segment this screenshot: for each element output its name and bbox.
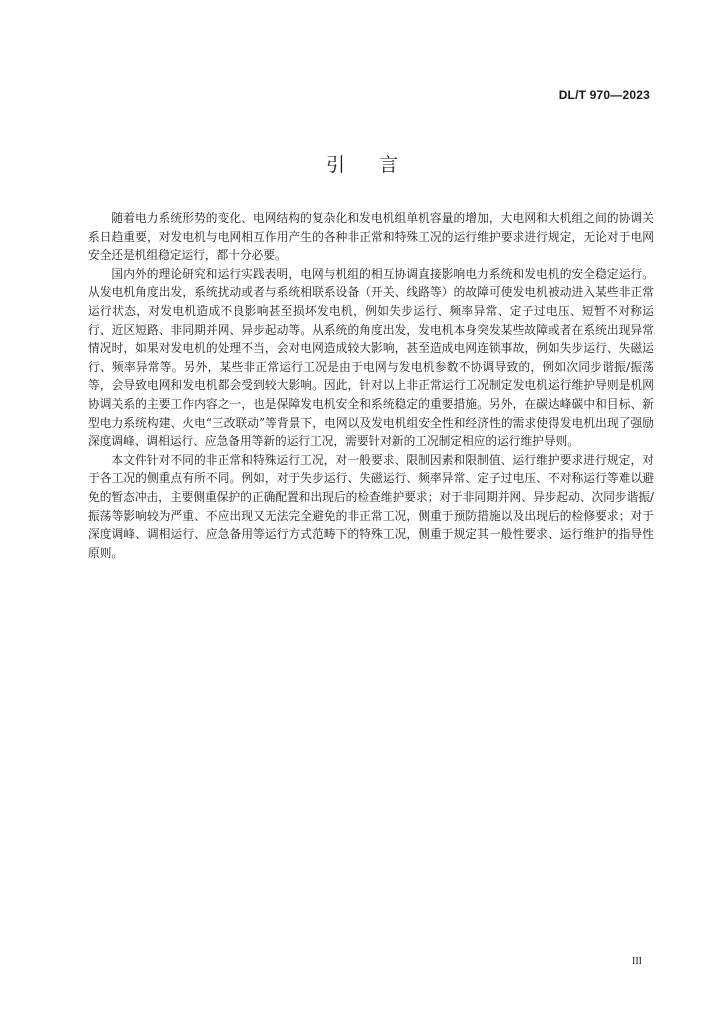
paragraph: 本文件针对不同的非正常和特殊运行工况，对一般要求、限制因素和限制值、运行维护要求进行规定，对于各工况的侧重点有所不同。例如，对于失步运行、失磁运行、频率异常、定子过电压、不对称运行等难以避免的暂态冲击，主要侧重保护的正确配置和出现后的检查维护要求；对于非同期并网、异步起动、次同步谐振/振荡等影响较为严重、不应出现又无法完全避免的非正常工况，侧重于预防措施以及出现后的检修要求；对于深度调峰、调相运行、应急备用等运行方式范畴下的特殊工况，侧重于规定其一般性要求、运行维护的指导性原则。 — [88, 452, 654, 560]
paragraph: 随着电力系统形势的变化、电网结构的复杂化和发电机组单机容量的增加，大电网和大机组之间的协调关系日趋重要，对发电机与电网相互作用产生的各种非正常和特殊工况的运行维护要求进行规定，无论对于电网安全还是机组稳定运行，都十分必要。 — [88, 211, 654, 263]
page-number: III — [632, 956, 642, 967]
document-code: DL/T 970—2023 — [558, 88, 650, 102]
body-text — [88, 209, 654, 562]
page-title: 引言 — [325, 154, 432, 176]
paragraph: 国内外的理论研究和运行实践表明，电网与机组的相互协调直接影响电力系统和发电机的安全稳定运行。从发电机角度出发，系统扰动或者与系统相联系设备（开关、线路等）的故障可使发电机被动进入某些非正常运行状态，对发电机造成不良影响甚至损坏发电机，例如失步运行、频率异常、定子过电压、短暂不对称运行、近区短路、非同期并网、异步起动等。从系统的角度出发，发电机本身突发某些故障或者在系统出现异常情况时，如果对发电机的处理不当，会对电网造成较大影响，甚至造成电网连锁事故，例如失步运行、失磁运行、频率异常等。另外，某些非正常运行工况是由于电网与发电机参数不协调导致的，例如次同步谐振/振荡等，会导致电网和发电机都会受到较大影响。因此，针对以上非正常运行工况制定发电机运行维护导则是机网协调关系的主要工作内容之一，也是保障发电机安全和系统稳定的重要措施。另外，在碳达峰碳中和目标、新型电力系统构建、火电“三改联动”等背景下，电网以及发电机组安全性和经济性的需求使得发电机出现了强励深度调峰、调相运行、应急备用等新的运行工况，需要针对新的工况制定相应的运行维护导则。 — [88, 266, 654, 449]
